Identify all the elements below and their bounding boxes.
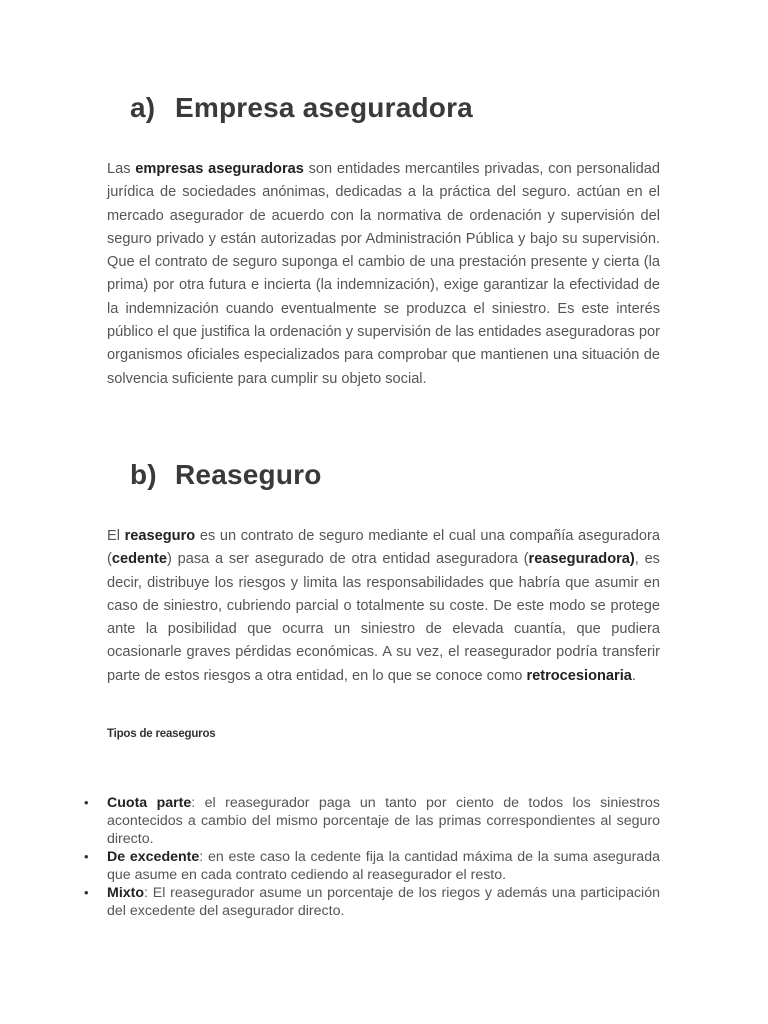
list-item-term: Mixto	[107, 885, 145, 901]
text-run: Las	[107, 161, 136, 177]
reinsurance-types-subheading: Tipos de reaseguros	[107, 728, 216, 740]
list-item	[84, 794, 660, 848]
bullet-icon: •	[84, 849, 89, 864]
section-b-marker: b)	[130, 459, 157, 490]
section-a-title: Empresa aseguradora	[175, 92, 473, 123]
text-run: , es decir, distribuye los riesgos y limita las responsabilidades que habría que asumir en caso de siniestro, cubriendo parcial o totalmente su coste. De este modo se protege ante la posibilidad que ocurra un siniestro de elevada cuantía, que pudiera ocasionarle graves pérdidas económicas. A su vez, el reasegurador podría transferir parte de estos riesgos a otra entidad, en lo que se conoce como	[107, 551, 660, 684]
text-run: son entidades mercantiles privadas, con personalidad jurídica de sociedades anónimas, dedicadas a la práctica del seguro. actúan en el mercado asegurador de acuerdo con la normativa de ordenación y supervisión del seguro privado y están autorizadas por Administración Pública y bajo su supervisión. Que el contrato de seguro suponga el cambio de una prestación presente y cierta (la prima) por otra futura e incierta (la indemnización), exige garantizar la efectividad de la indemnización cuando eventualmente se produzca el siniestro. Es este interés público el que justifica la ordenación y supervisión de las entidades aseguradoras por organismos oficiales especializados para comprobar que mantienen una situación de solvencia suficiente para cumplir su objeto social.	[107, 161, 660, 387]
bold-term: empresas aseguradoras	[135, 161, 304, 177]
bold-term: retrocesionaria	[526, 667, 632, 684]
section-a-paragraph	[107, 158, 660, 391]
text-run: El	[107, 528, 125, 544]
bold-term: reaseguradora)	[528, 551, 635, 568]
list-item-term: De excedente	[107, 849, 200, 865]
text-run: ) pasa a ser asegurado de otra entidad aseguradora (	[167, 551, 529, 568]
text-run: es un contrato de seguro mediante el cual una compañía aseguradora (	[107, 528, 661, 568]
text-run: .	[631, 667, 636, 684]
section-b-title: Reaseguro	[175, 459, 322, 490]
list-item-text: : en este caso la cedente fija la cantidad máxima de la suma asegurada que asume en cada contrato cediendo al reasegurador el resto.	[107, 849, 660, 883]
list-item-text: : el reasegurador paga un tanto por ciento de todos los siniestros acontecidos a cambio del mismo porcentaje de las primas correspondientes al seguro directo.	[107, 795, 660, 847]
bullet-icon: •	[84, 885, 89, 900]
bold-term: cedente	[111, 551, 168, 568]
reinsurance-types-list	[84, 794, 660, 920]
list-item	[84, 884, 660, 920]
bold-term: reaseguro	[124, 528, 196, 544]
section-b-heading	[130, 459, 322, 491]
list-item-text: : El reasegurador asume un porcentaje de los riegos y además una participación del excedente del asegurador directo.	[107, 885, 660, 919]
section-a-marker: a)	[130, 92, 156, 123]
bullet-icon: •	[84, 795, 89, 810]
list-item	[84, 848, 660, 884]
section-a-heading	[130, 92, 473, 124]
list-item-term: Cuota parte	[107, 795, 192, 811]
section-b-paragraph	[107, 525, 660, 688]
